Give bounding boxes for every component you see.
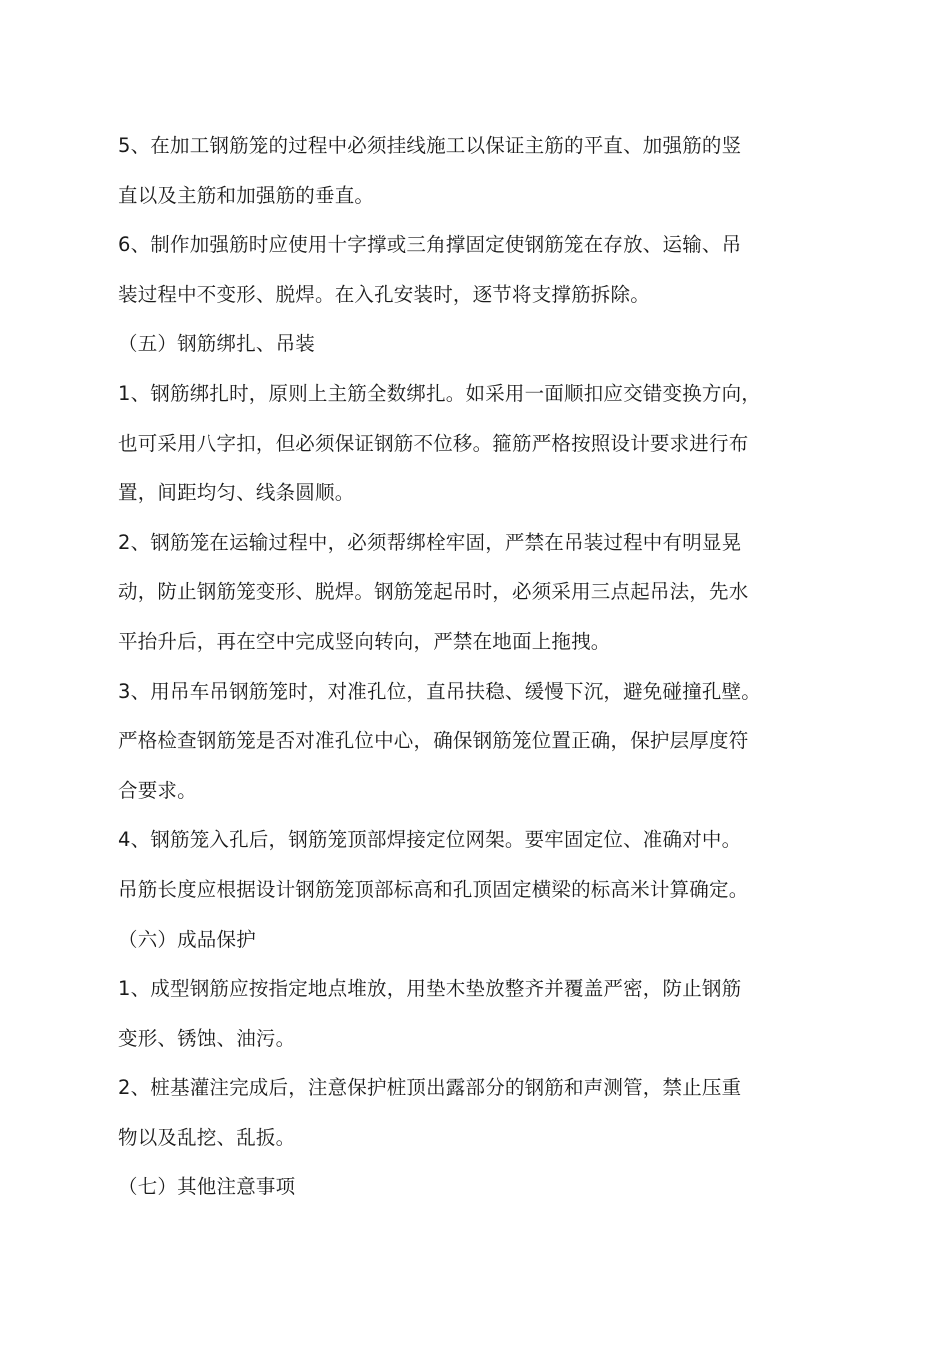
document-body: [118, 121, 798, 1212]
text-line: 1、钢筋绑扎时，原则上主筋全数绑扎。如采用一面顺扣应交错变换方向，: [118, 381, 762, 405]
text-line: 3、用吊车吊钢筋笼时，对准孔位，直吊扶稳、缓慢下沉，避免碰撞孔壁。: [118, 679, 762, 703]
paragraph-binding-3: [118, 667, 798, 816]
heading-text: （六）成品保护: [118, 927, 256, 951]
text-line: 严格检查钢筋笼是否对准孔位中心，确保钢筋笼位置正确，保护层厚度符: [118, 729, 749, 753]
text-line: 2、桩基灌注完成后，注意保护桩顶出露部分的钢筋和声测管，禁止压重: [118, 1076, 742, 1100]
heading-text: （七）其他注意事项: [118, 1175, 296, 1199]
section-heading-6: [118, 915, 798, 965]
text-line: 2、钢筋笼在运输过程中，必须帮绑栓牢固，严禁在吊装过程中有明显晃: [118, 530, 742, 554]
text-line: 平抬升后，再在空中完成竖向转向，严禁在地面上拖拽。: [118, 629, 611, 653]
paragraph-binding-4: [118, 815, 798, 914]
text-line: 装过程中不变形、脱焊。在入孔安装时，逐节将支撑筋拆除。: [118, 282, 650, 306]
text-line: 吊筋长度应根据设计钢筋笼顶部标高和孔顶固定横梁的标高米计算确定。: [118, 877, 749, 901]
paragraph-item-6: [118, 220, 798, 319]
paragraph-binding-1: [118, 369, 798, 518]
text-line: 变形、锈蚀、油污。: [118, 1026, 296, 1050]
text-line: 6、制作加强筋时应使用十字撑或三角撑固定使钢筋笼在存放、运输、吊: [118, 233, 742, 257]
text-line: 也可采用八字扣，但必须保证钢筋不位移。箍筋严格按照设计要求进行布: [118, 431, 749, 455]
text-line: 合要求。: [118, 778, 197, 802]
section-heading-5: [118, 319, 798, 369]
text-line: 5、在加工钢筋笼的过程中必须挂线施工以保证主筋的平直、加强筋的竖: [118, 134, 742, 157]
text-line: 4、钢筋笼入孔后，钢筋笼顶部焊接定位网架。要牢固定位、准确对中。: [118, 828, 742, 852]
paragraph-item-5: [118, 121, 798, 220]
text-line: 动，防止钢筋笼变形、脱焊。钢筋笼起吊时，必须采用三点起吊法，先水: [118, 580, 749, 604]
text-line: 置，间距均匀、线条圆顺。: [118, 481, 355, 505]
text-line: 1、成型钢筋应按指定地点堆放，用垫木垫放整齐并覆盖严密，防止钢筋: [118, 977, 742, 1001]
paragraph-binding-2: [118, 518, 798, 667]
paragraph-protection-2: [118, 1063, 798, 1162]
text-line: 直以及主筋和加强筋的垂直。: [118, 183, 375, 207]
heading-text: （五）钢筋绑扎、吊装: [118, 332, 316, 356]
text-line: 物以及乱挖、乱扳。: [118, 1125, 296, 1149]
paragraph-protection-1: [118, 964, 798, 1063]
section-heading-7: [118, 1162, 798, 1212]
